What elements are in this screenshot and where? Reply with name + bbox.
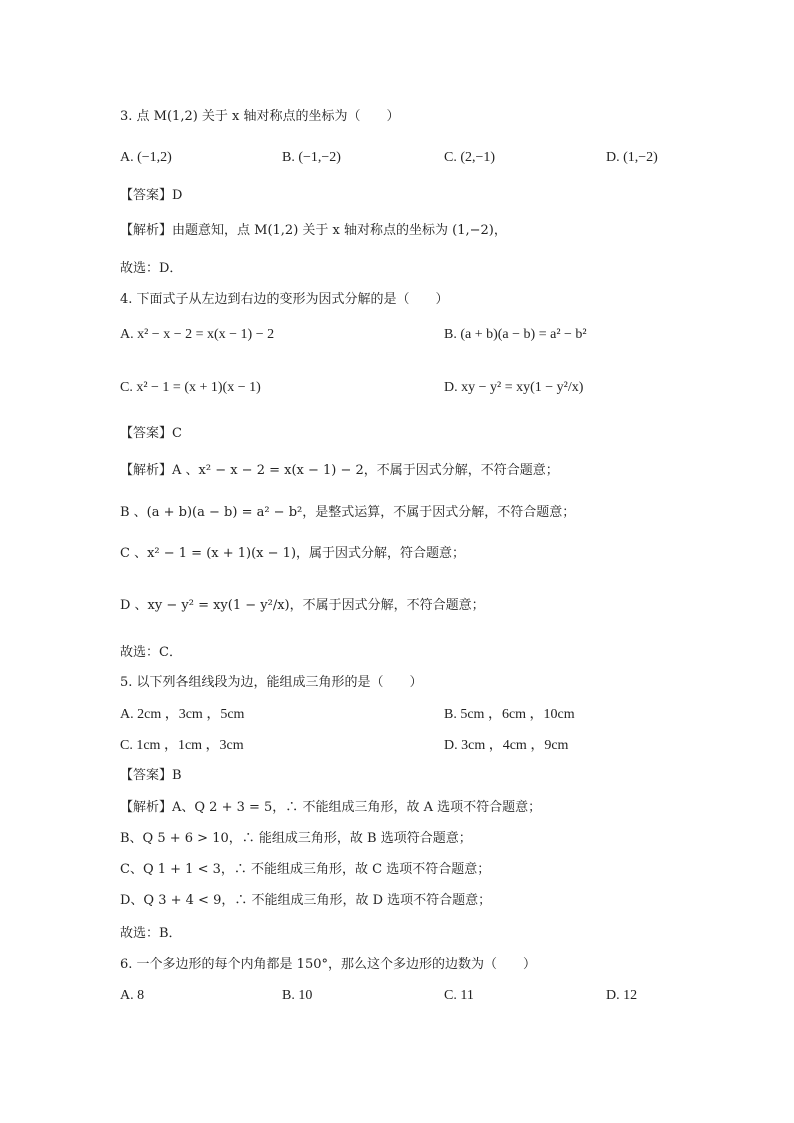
question-5-analysis-a: 【解析】A、Q 2 + 3 = 5，∴ 不能组成三角形，故 A 选项不符合题意； (120, 800, 542, 815)
question-6-stem: 6. 一个多边形的每个内角都是 150°，那么这个多边形的边数为（ ） (120, 957, 536, 972)
question-6-option-b: B. 10 (282, 988, 313, 1003)
question-3-option-c: C. (2,−1) (444, 150, 496, 165)
question-3-option-b: B. (−1,−2) (282, 150, 341, 165)
question-5-option-a: A. 2cm ，3cm ，5cm (120, 707, 245, 722)
question-6-option-c: C. 11 (444, 988, 474, 1003)
question-3-analysis: 【解析】由题意知，点 M(1,2) 关于 x 轴对称点的坐标为 (1,−2)， (120, 223, 507, 238)
question-4-option-a: A. x² − x − 2 = x(x − 1) − 2 (120, 327, 275, 342)
question-5-option-b: B. 5cm ，6cm ，10cm (444, 707, 575, 722)
question-5-option-c: C. 1cm ，1cm ，3cm (120, 738, 244, 753)
question-5-analysis-b: B、Q 5 + 6 > 10，∴ 能组成三角形，故 B 选项符合题意； (120, 831, 472, 846)
question-4-stem: 4. 下面式子从左边到右边的变形为因式分解的是（ ） (120, 292, 449, 307)
question-6-option-d: D. 12 (606, 988, 638, 1003)
question-3-answer: 【答案】D (120, 188, 183, 203)
question-4-option-c: C. x² − 1 = (x + 1)(x − 1) (120, 380, 261, 395)
question-4-analysis-b: B 、(a + b)(a − b) = a² − b²，是整式运算，不属于因式分解，不符合题意； (120, 505, 576, 520)
question-5-conclusion: 故选：B． (120, 926, 182, 941)
question-4-option-d: D. xy − y² = xy(1 − y²/x) (444, 380, 584, 395)
question-4-analysis-c: C 、x² − 1 = (x + 1)(x − 1)，属于因式分解，符合题意； (120, 546, 466, 561)
question-3-conclusion: 故选：D． (120, 261, 183, 276)
question-4-option-b: B. (a + b)(a − b) = a² − b² (444, 327, 587, 342)
question-6-option-a: A. 8 (120, 988, 145, 1003)
question-5-answer: 【答案】B (120, 768, 182, 783)
question-3-option-a: A. (−1,2) (120, 150, 172, 165)
question-4-analysis-a: 【解析】A 、x² − x − 2 = x(x − 1) − 2，不属于因式分解，不符合题意； (120, 463, 559, 478)
question-5-analysis-d: D、Q 3 + 4 < 9，∴ 不能组成三角形，故 D 选项不符合题意； (120, 893, 492, 908)
question-4-conclusion: 故选：C． (120, 645, 182, 660)
question-5-option-d: D. 3cm ，4cm ，9cm (444, 738, 569, 753)
question-3-stem: 3. 点 M(1,2) 关于 x 轴对称点的坐标为（ ） (120, 109, 400, 124)
question-3-option-d: D. (1,−2) (606, 150, 658, 165)
question-5-analysis-c: C、Q 1 + 1 < 3，∴ 不能组成三角形，故 C 选项不符合题意； (120, 862, 491, 877)
question-5-stem: 5. 以下列各组线段为边，能组成三角形的是（ ） (120, 675, 423, 690)
question-4-answer: 【答案】C (120, 426, 182, 441)
question-4-analysis-d: D 、xy − y² = xy(1 − y²/x)，不属于因式分解，不符合题意； (120, 598, 485, 613)
